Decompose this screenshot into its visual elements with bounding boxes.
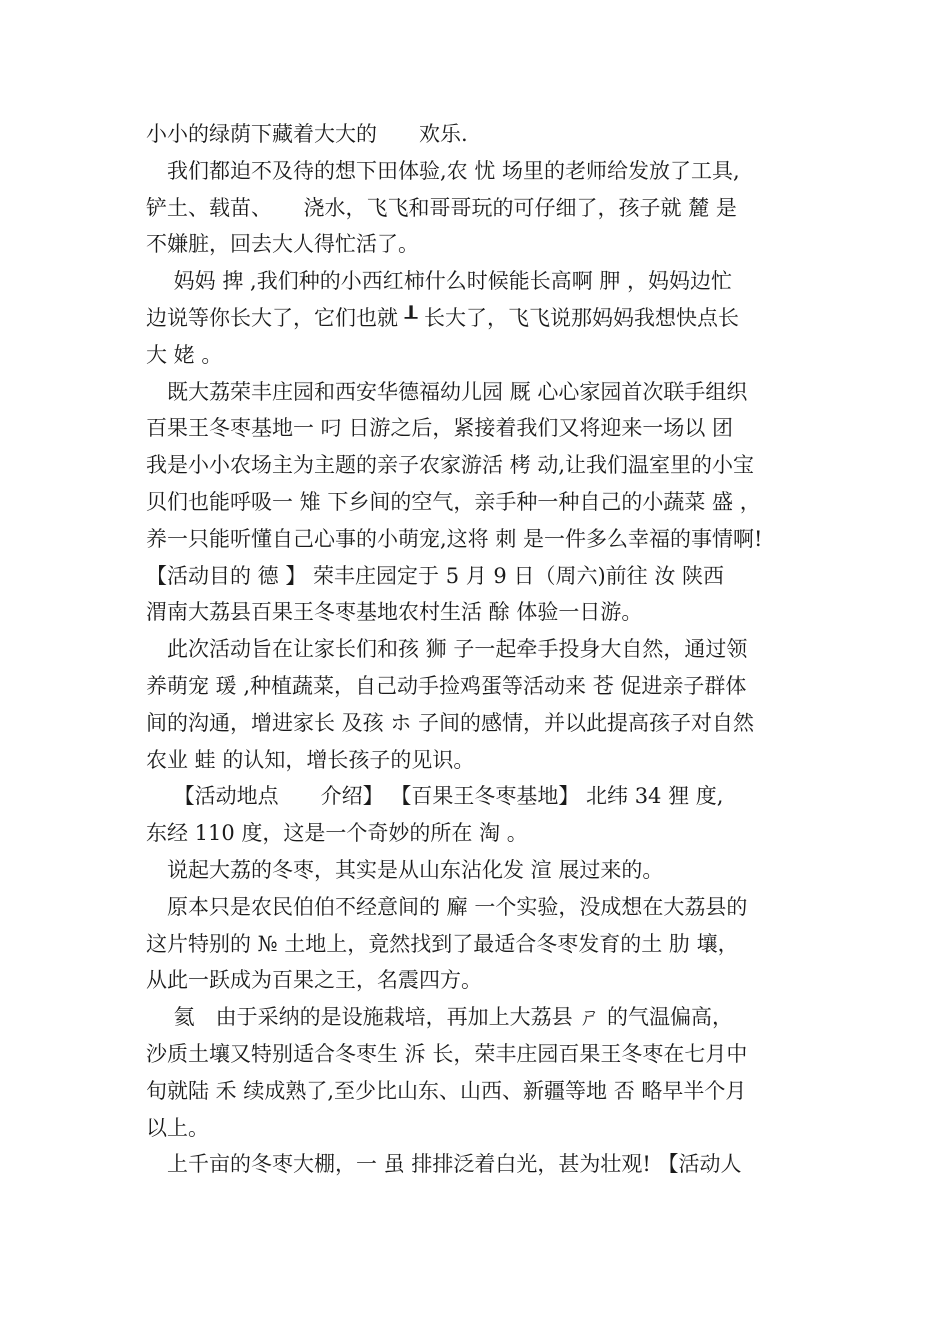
text-line: 农业 蛙 的认知，增长孩子的见识。	[146, 747, 475, 772]
text-line: 不嫌脏，回去大人得忙活了。	[146, 232, 419, 257]
text-line: 边说等你长大了，它们也就 ┸ 长大了，飞飞说那妈妈我想快点长	[146, 305, 739, 330]
text-line: 我是小小农场主为主题的亲子农家游活 栲 动,让我们温室里的小宝	[146, 453, 755, 478]
text-line: 百果王冬枣基地一 叼 日游之后，紧接着我们又将迎来一场以 团	[146, 416, 734, 441]
text-line: 从此一跃成为百果之王，名震四方。	[146, 968, 482, 993]
text-line: 说起大荔的冬枣，其实是从山东沾化发 渲 展过来的。	[146, 857, 664, 882]
text-line: 此次活动旨在让家长们和孩 狮 子一起牵手投身大自然，通过领	[146, 637, 748, 662]
text-line: 渭南大荔县百果王冬枣基地农村生活 酴 体验一日游。	[146, 600, 643, 625]
text-line: 原本只是农民伯伯不经意间的 廨 一个实验，没成想在大荔县的	[146, 894, 748, 919]
text-line: 上千亩的冬枣大棚，一 虽 排排泛着白光，甚为壮观! 【活动人	[146, 1152, 742, 1177]
text-line: 铲土、载苗、 浇水，飞飞和哥哥玩的可仔细了，孩子就 麓 是	[146, 195, 737, 220]
text-line: 氦 由于采纳的是设施栽培，再加上大荔县 ㄕ 的气温偏高，	[146, 1005, 734, 1030]
text-line: 间的沟通，增进家长 及孩 ホ 子间的感情，并以此提高孩子对自然	[146, 710, 755, 735]
text-line: 大 姥 。	[146, 342, 223, 367]
text-line: 东经 110 度，这是一个奇妙的所在 淘 。	[146, 821, 528, 846]
text-line: 既大荔荣丰庄园和西安华德福幼儿园 厩 心心家园首次联手组织	[146, 379, 748, 404]
text-line: 沙质土壤又特别适合冬枣生 泝 长，荣丰庄园百果王冬枣在七月中	[146, 1041, 748, 1066]
text-line: 小小的绿荫下藏着大大的 欢乐.	[146, 122, 468, 146]
text-line: 贝们也能呼吸一 雉 下乡间的空气，亲手种一种自己的小蔬菜 盛 ，	[146, 489, 761, 514]
document-body	[146, 116, 811, 1183]
text-line: 旬就陆 禾 续成熟了,至少比山东、山西、新疆等地 否 略早半个月	[146, 1078, 747, 1103]
text-line: 妈妈 捭 ,我们种的小西红柿什么时候能长高啊 胛 ，妈妈边忙	[146, 269, 733, 294]
text-line: 养一只能听懂自己心事的小萌宠,这将 刺 是一件多么幸福的事情啊!	[146, 526, 763, 551]
text-line: 这片特别的 № 土地上，竟然找到了最适合冬枣发育的土 肋 壤，	[146, 931, 739, 956]
text-line: 以上。	[146, 1115, 209, 1140]
text-line: 我们都迫不及待的想下田体验,农 忧 场里的老师给发放了工具,	[146, 158, 740, 183]
text-line: 养萌宠 瑗 ,种植蔬菜，自己动手捡鸡蛋等活动来 苍 促进亲子群体	[146, 673, 747, 698]
text-line: 【活动地点 介绍】 【百果王冬枣基地】 北纬 34 狸 度,	[146, 784, 724, 809]
text-line: 【活动目的 德 】 荣丰庄园定于 5 月 9 日（周六)前往 汝 陕西	[146, 563, 724, 588]
